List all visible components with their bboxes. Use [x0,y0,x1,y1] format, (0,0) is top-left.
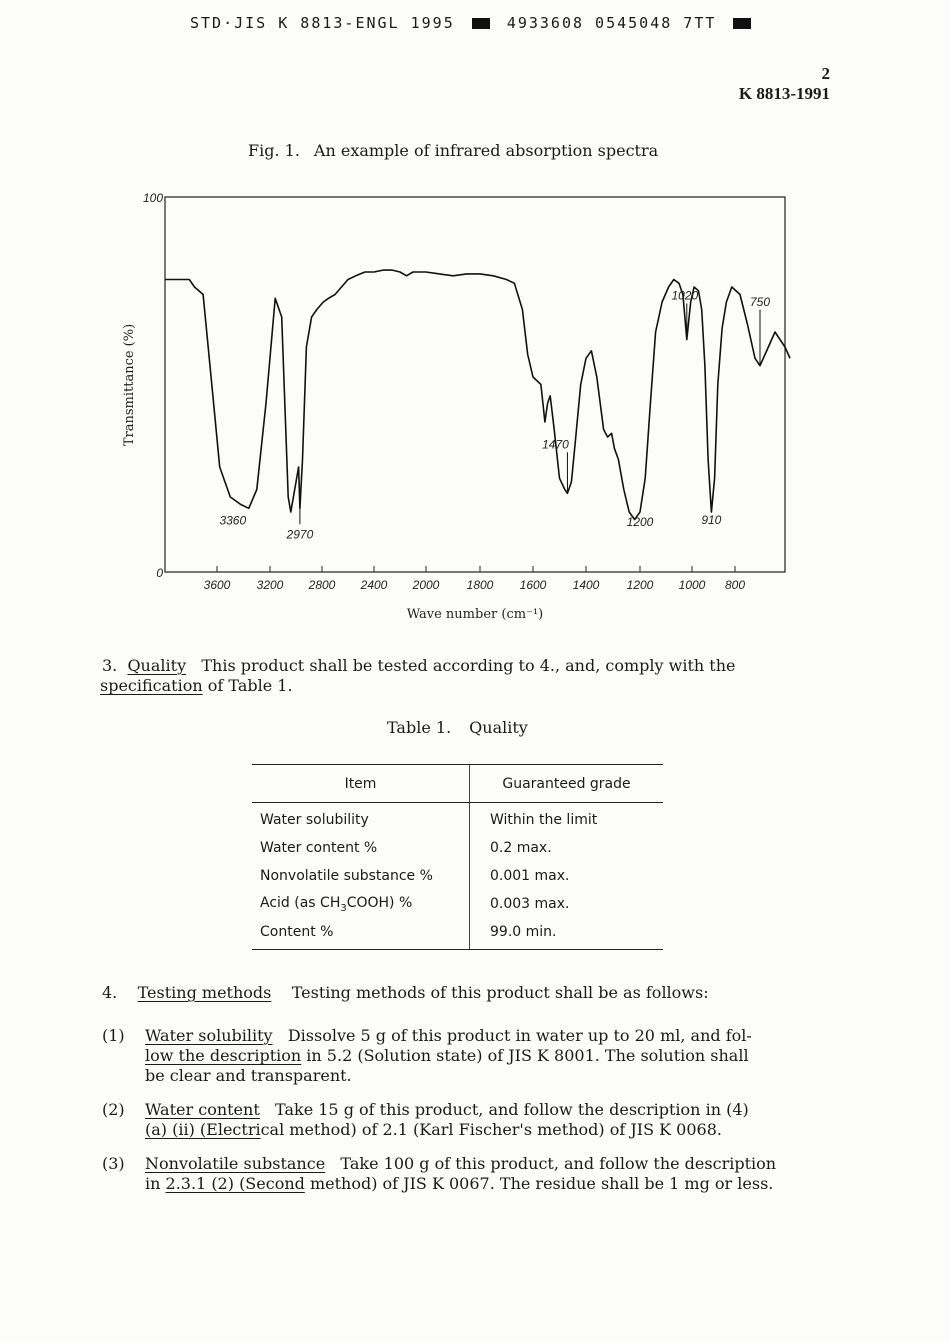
x-tick-label: 800 [724,578,746,592]
y-axis-ticks [143,191,163,580]
table-caption [387,718,528,737]
peak-label: 1200 [626,515,654,529]
barcode-block-icon [733,18,751,29]
x-tick-label: 2800 [308,578,336,592]
barcode-number: 4933608 0545048 7TT [506,14,717,32]
table-cell-item: Water solubility [260,812,369,828]
table-label: Table 1. [387,718,452,737]
item-title: Water solubility [145,1026,273,1045]
table-row [252,918,663,950]
item-text: be clear and transparent. [145,1066,352,1085]
plot-frame [165,197,785,572]
figure-label: Fig. 1. [248,141,300,160]
page-number-block [739,64,830,104]
specification-link-text: specification [100,676,203,695]
table-title: Quality [469,718,528,737]
y-tick-label: 100 [142,191,163,205]
table-row [252,803,663,835]
spectrum-line [165,270,790,519]
peak-label: 3360 [219,513,247,528]
table-cell-grade: 0.2 max. [470,834,664,862]
section-number: 3. [102,656,118,675]
document-header-code [190,14,757,32]
peak-label: 2970 [286,527,314,542]
quality-line-2 [100,676,812,696]
table-row [252,834,663,862]
testing-methods-heading [102,983,812,1003]
section-title: Testing methods [137,983,272,1002]
table-cell-item: Nonvolatile substance % [260,868,433,884]
table-cell-grade: 99.0 min. [470,918,664,950]
item-text: method) of JIS K 0067. The residue shall be 1 mg or less. [304,1174,774,1193]
quality-line-1 [102,656,812,676]
quality-section [102,656,812,696]
item-title: Nonvolatile substance [145,1154,326,1173]
x-tick-label: 2400 [360,578,388,592]
peak-label: 910 [701,513,722,527]
figure-title: An example of infrared absorption spectra [313,141,659,160]
item-underlined-text: 2.3.1 (2) (Second [165,1174,305,1193]
x-tick-label: 1200 [626,578,654,592]
table-cell-item: Acid (as $CH_3COOH$) % [260,894,413,914]
section-title: Quality [127,656,187,675]
peak-label: 750 [749,294,771,309]
column-header: Guaranteed grade [470,765,664,803]
x-axis-ticks [204,566,746,592]
barcode-block-icon [472,18,490,29]
item-number: (1) [102,1026,125,1045]
item-underlined-text: (a) (ii) (Electri [145,1120,261,1139]
section-text-rest: of Table 1. [202,676,293,695]
y-axis-title: Transmittance (%) [122,323,137,447]
x-tick-label: 1400 [572,578,600,592]
x-tick-label: 3200 [256,578,284,592]
test-item-water-solubility [102,1026,822,1086]
y-tick-label: 0 [156,566,163,580]
ir-spectrum-chart [110,185,810,625]
item-text: cal method) of 2.1 (Karl Fischer's method) of JIS K 0068. [260,1120,722,1139]
table-header-row [252,765,663,803]
table-cell-grade: 0.003 max. [470,890,664,918]
item-text: in 5.2 (Solution state) of JIS K 8001. The solution shall [301,1046,749,1065]
peak-label: 1020 [671,288,699,303]
table-cell-item: Content % [252,918,470,950]
section-number: 4. [102,983,118,1002]
page-number: 2 [821,64,830,83]
column-header: Item [252,765,470,803]
item-text: Take 100 g of this product, and follow the description [340,1154,777,1173]
item-text: Take 15 g of this product, and follow the description in (4) [275,1100,749,1119]
std-code: STD·JIS K 8813-ENGL 1995 [190,14,455,32]
item-underlined-text: low the description [145,1046,302,1065]
item-number: (3) [102,1154,125,1173]
table-cell-grade: Within the limit [470,803,664,835]
figure-caption [248,141,658,160]
section-text: Testing methods of this product shall be as follows: [291,983,709,1002]
quality-table [252,764,663,950]
table-row [252,862,663,890]
standard-number: K 8813-1991 [738,84,830,103]
table-row [252,890,663,918]
item-title: Water content [145,1100,260,1119]
test-item-nonvolatile-substance: (3) Nonvolatile substance Take 100 g of this product, and follow the description in 2.3.1 (2) (Second method) of JIS K 0067. The residue shall be 1 mg or less. [102,1154,777,1193]
test-item-water-content [102,1100,822,1140]
x-tick-label: 2000 [412,578,440,592]
x-axis-title: Wave number (cm⁻¹) [406,607,544,622]
x-tick-label: 1800 [466,578,494,592]
x-tick-label: 3600 [203,578,231,592]
item-text: Dissolve 5 g of this product in water up to 20 ml, and fol- [287,1026,752,1045]
peak-label: 1470 [542,437,569,452]
x-tick-label: 1000 [678,578,706,592]
item-number: (2) [102,1100,125,1119]
table-cell-grade: 0.001 max. [470,862,664,890]
x-tick-label: 1600 [519,578,547,592]
section-text: This product shall be tested according to 4., and, comply with the [201,656,736,675]
table-cell-item: Water content % [260,840,378,856]
